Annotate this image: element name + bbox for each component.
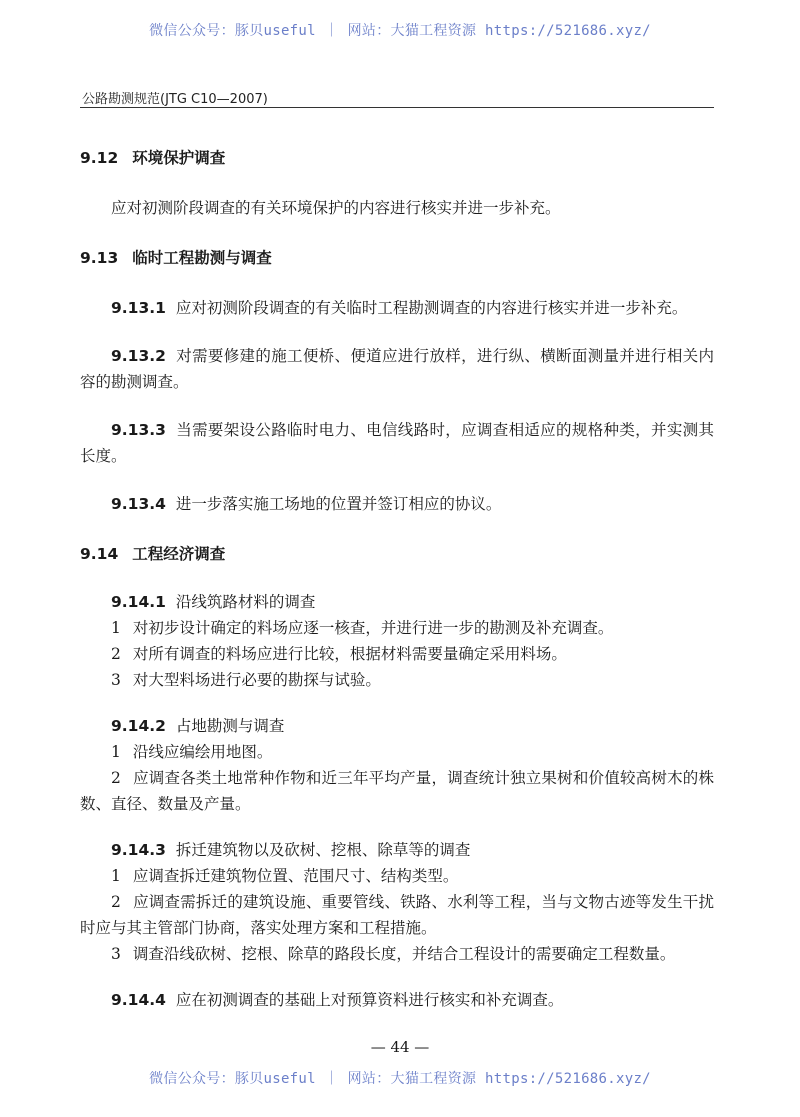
- clause-number: 9.14.1: [111, 593, 166, 611]
- item-number: 2: [111, 893, 121, 911]
- clause-number: 9.13.2: [111, 347, 166, 365]
- page-number: — 44 —: [370, 1038, 430, 1056]
- item-text: 对所有调查的料场应进行比较，根据材料需要量确定采用料场。: [132, 645, 567, 663]
- section-title-9-14: [80, 541, 714, 567]
- section-number: 9.12: [80, 149, 119, 167]
- clause-number: 9.13.3: [111, 421, 166, 439]
- item-text: 对大型料场进行必要的勘探与试验。: [132, 671, 381, 689]
- clause-9-14-4: [80, 987, 714, 1013]
- section-title-text: 临时工程勘测与调查: [132, 249, 272, 267]
- item-text: 应调查拆迁建筑物位置、范围尺寸、结构类型。: [132, 867, 459, 885]
- list-item: [80, 765, 714, 817]
- item-number: 3: [111, 671, 121, 689]
- clause-9-13-4: [80, 491, 714, 517]
- item-number: 2: [111, 769, 121, 787]
- section-paragraph-9-12: 应对初测阶段调查的有关环境保护的内容进行核实并进一步补充。: [111, 199, 561, 217]
- list-item: [80, 641, 714, 667]
- clause-text: 应在初测调查的基础上对预算资料进行核实和补充调查。: [175, 991, 564, 1009]
- clause-9-14-3: [80, 837, 714, 863]
- clause-9-14-1: [80, 589, 714, 615]
- clause-number: 9.14.3: [111, 841, 166, 859]
- list-item: [80, 667, 714, 693]
- clause-text: 当需要架设公路临时电力、电信线路时，应调查相适应的规格种类，并实测其长度。: [80, 421, 714, 465]
- item-text: 沿线应编绘用地图。: [132, 743, 273, 761]
- clause-text: 对需要修建的施工便桥、便道应进行放样，进行纵、横断面测量并进行相关内容的勘测调查。: [80, 347, 714, 391]
- clause-number: 9.14.4: [111, 991, 166, 1009]
- list-item: [80, 739, 714, 765]
- clause-number: 9.13.4: [111, 495, 166, 513]
- section-number: 9.14: [80, 545, 119, 563]
- section-title-9-12: [80, 145, 714, 171]
- list-item: [80, 889, 714, 941]
- item-text: 对初步设计确定的料场应逐一核查，并进行进一步的勘测及补充调查。: [132, 619, 614, 637]
- watermark-bottom: 微信公众号：豚贝useful ｜ 网站：大猫工程资源 https://521686.xyz/: [149, 1071, 651, 1087]
- header-rule: [80, 107, 714, 108]
- clause-text: 沿线筑路材料的调查: [175, 593, 316, 611]
- clause-9-13-2: [80, 343, 714, 395]
- clause-text: 应对初测阶段调查的有关临时工程勘测调查的内容进行核实并进一步补充。: [175, 299, 688, 317]
- clause-number: 9.14.2: [111, 717, 166, 735]
- clause-text: 占地勘测与调查: [175, 717, 285, 735]
- page-content: [80, 145, 714, 1013]
- clause-9-13-1: [80, 295, 714, 321]
- item-number: 1: [111, 743, 121, 761]
- clause-9-14-2: [80, 713, 714, 739]
- section-number: 9.13: [80, 249, 119, 267]
- item-number: 1: [111, 867, 121, 885]
- item-number: 2: [111, 645, 121, 663]
- item-number: 3: [111, 945, 121, 963]
- running-header: 公路勘测规范(JTG C10—2007): [82, 92, 268, 107]
- item-text: 调查沿线砍树、挖根、除草的路段长度，并结合工程设计的需要确定工程数量。: [132, 945, 676, 963]
- item-text: 应调查各类土地常种作物和近三年平均产量，调查统计独立果树和价值较高树木的株数、直径、数量及产量。: [80, 769, 714, 813]
- clause-text: 拆迁建筑物以及砍树、挖根、除草等的调查: [175, 841, 471, 859]
- item-number: 1: [111, 619, 121, 637]
- clause-text: 进一步落实施工场地的位置并签订相应的协议。: [175, 495, 502, 513]
- section-title-9-13: [80, 245, 714, 271]
- item-text: 应调查需拆迁的建筑设施、重要管线、铁路、水利等工程，当与文物古迹等发生干扰时应与其主管部门协商，落实处理方案和工程措施。: [80, 893, 714, 937]
- clause-number: 9.13.1: [111, 299, 166, 317]
- section-title-text: 工程经济调查: [132, 545, 226, 563]
- list-item: [80, 863, 714, 889]
- watermark-top: 微信公众号：豚贝useful ｜ 网站：大猫工程资源 https://521686.xyz/: [149, 23, 651, 39]
- section-title-text: 环境保护调查: [132, 149, 226, 167]
- list-item: [80, 941, 714, 967]
- list-item: [80, 615, 714, 641]
- clause-9-13-3: [80, 417, 714, 469]
